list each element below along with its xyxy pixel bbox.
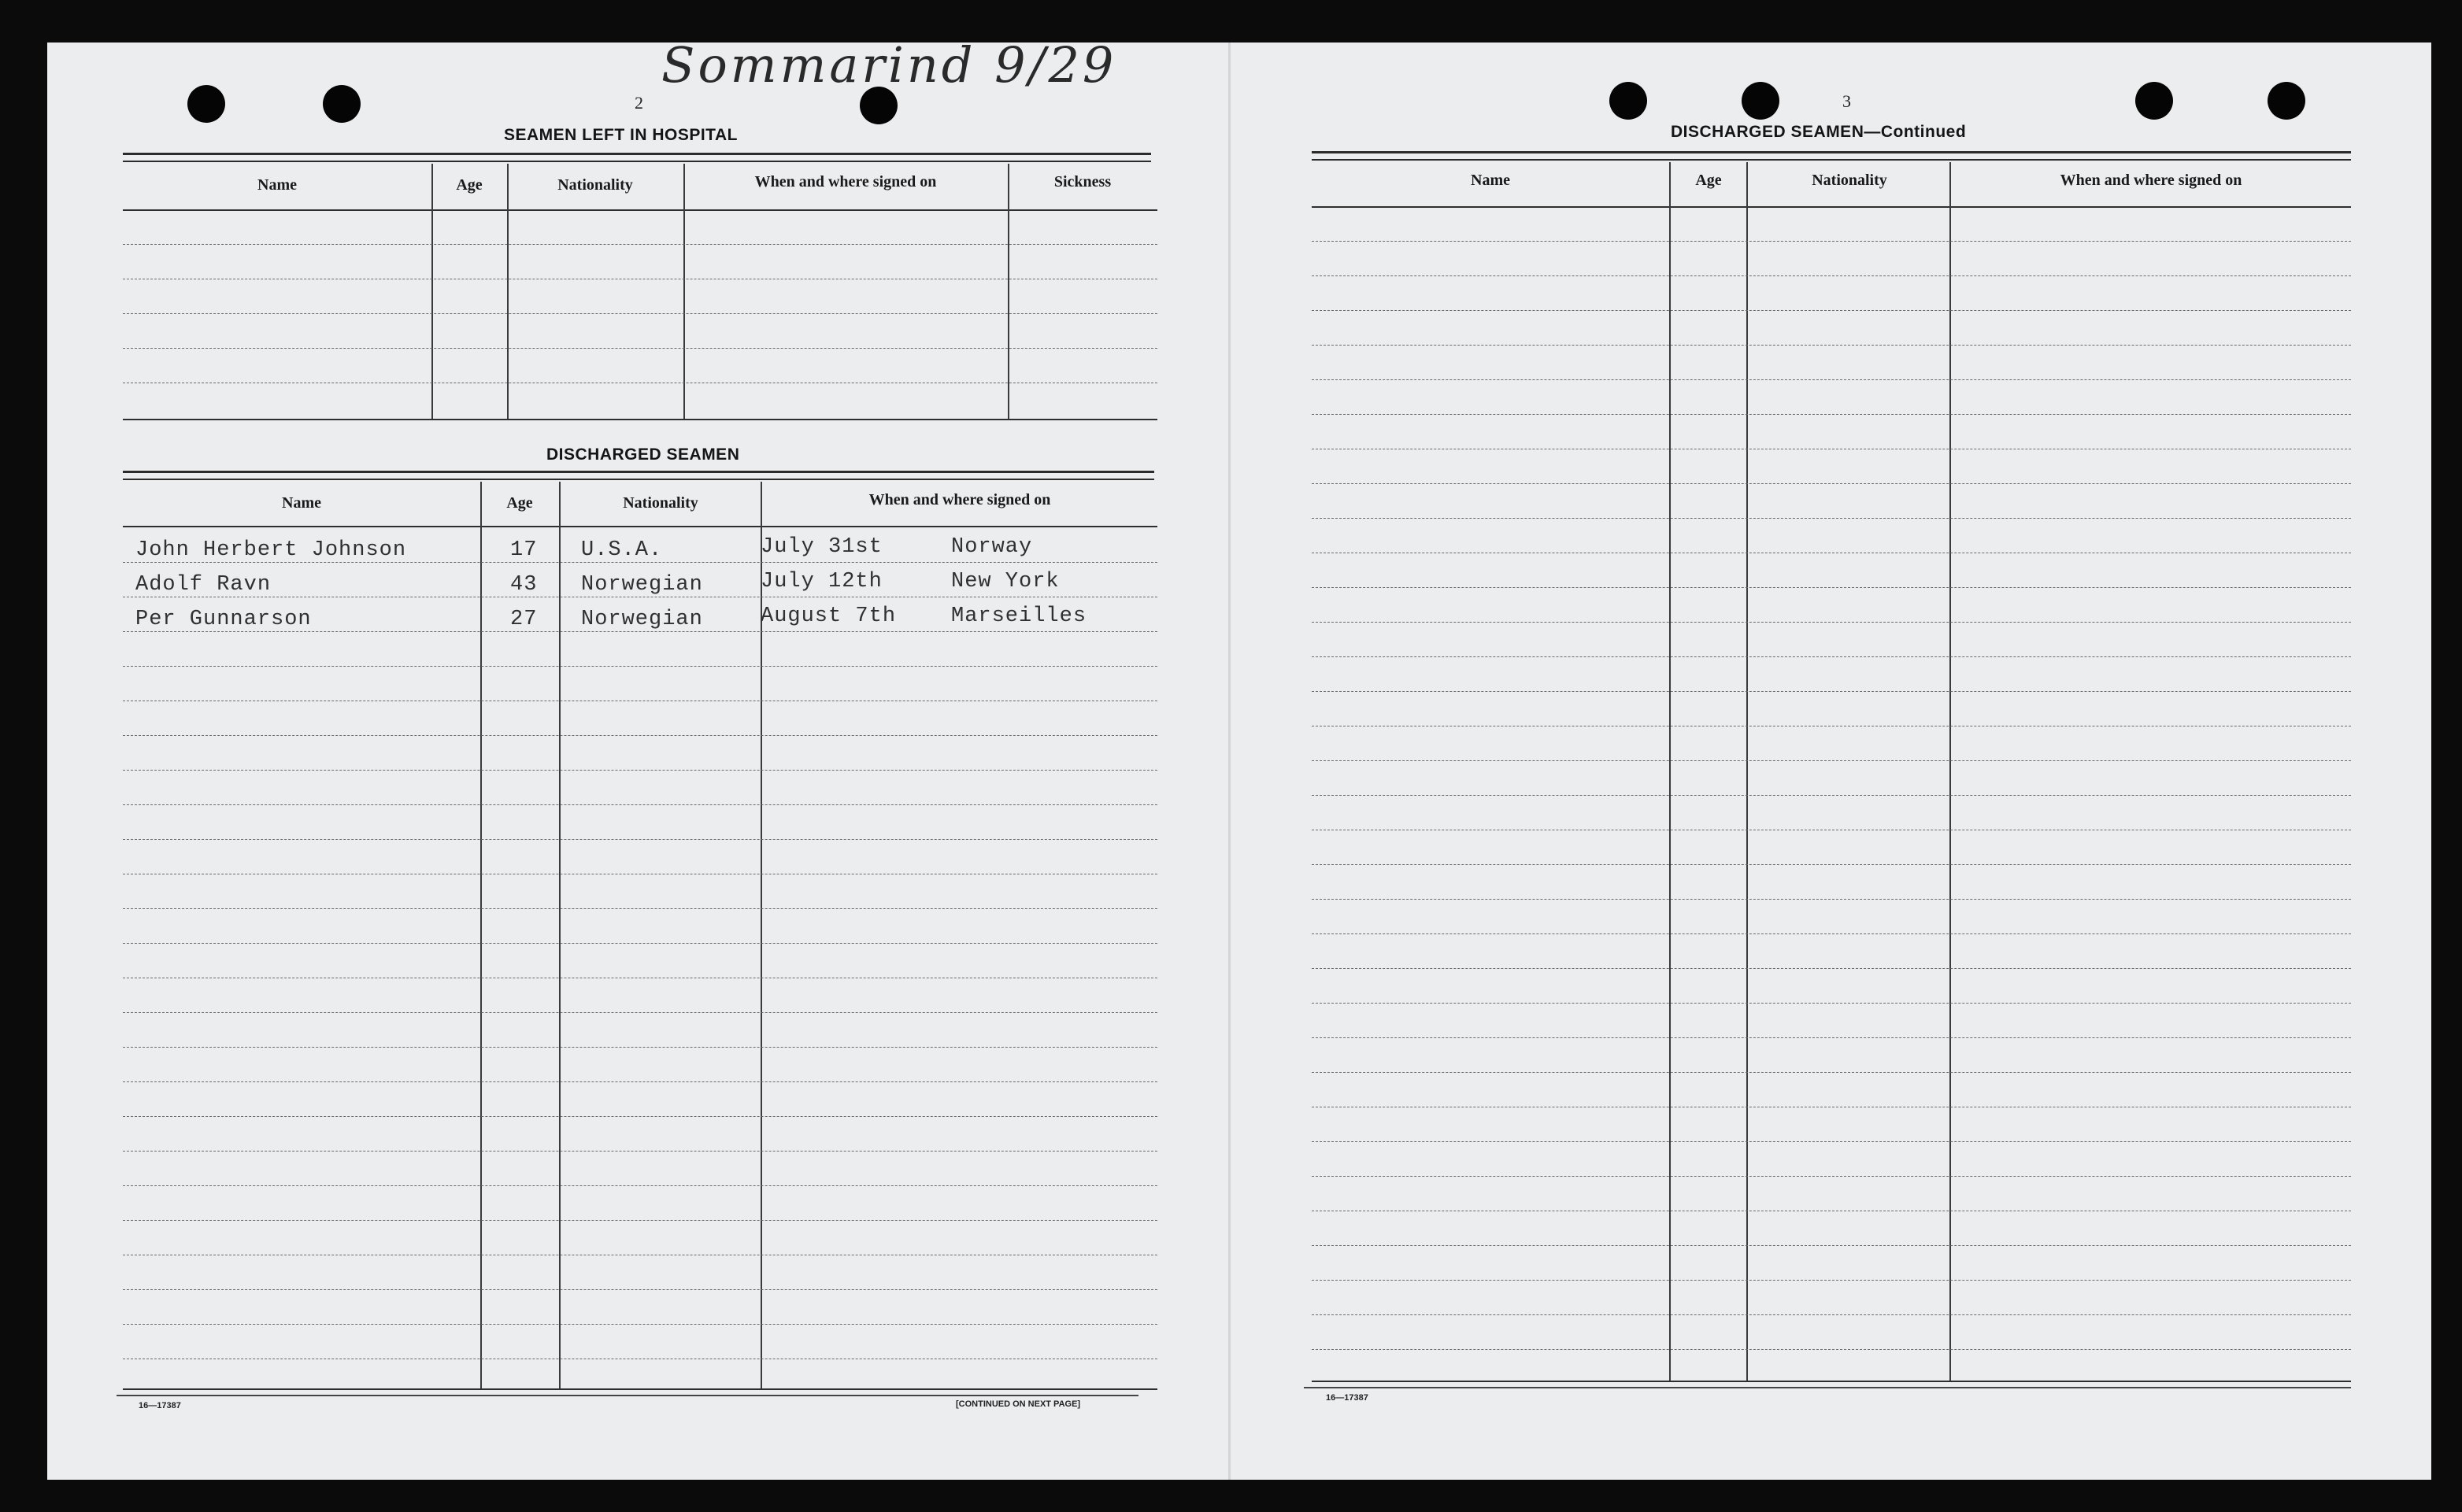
- seaman-age: 27: [510, 608, 538, 631]
- punch-hole: [323, 85, 361, 123]
- signed-on-place: New York: [951, 570, 1060, 593]
- punch-hole: [1609, 82, 1647, 120]
- seaman-nationality: Norwegian: [581, 608, 703, 631]
- hospital-col-signed-on: When and where signed on: [754, 173, 937, 190]
- page-fold: [1228, 43, 1231, 1480]
- signed-on-date: July 31st: [761, 535, 883, 559]
- form-number-left: 16—17387: [139, 1401, 181, 1410]
- right-section-title: DISCHARGED SEAMEN—Continued: [1671, 123, 1967, 141]
- punch-hole: [187, 85, 225, 123]
- seaman-name: Per Gunnarson: [135, 608, 312, 631]
- footer-rule: [117, 1395, 1138, 1396]
- continued-note: [CONTINUED ON NEXT PAGE]: [956, 1399, 1081, 1409]
- hospital-col-name: Name: [257, 176, 297, 194]
- discharged-col-name: Name: [282, 494, 321, 512]
- signed-on-place: Norway: [951, 535, 1033, 559]
- discharged-section-title: DISCHARGED SEAMEN: [546, 445, 740, 464]
- punch-hole: [1742, 82, 1779, 120]
- seaman-name: Adolf Ravn: [135, 573, 272, 597]
- seaman-age: 43: [510, 573, 538, 597]
- form-number-right: 16—17387: [1326, 1393, 1368, 1403]
- handwritten-annotation: Sommarind 9/29: [661, 36, 1117, 94]
- signed-on-date: July 12th: [761, 570, 883, 593]
- punch-hole: [2135, 82, 2173, 120]
- discharged-col-nationality: Nationality: [623, 494, 698, 512]
- document-sheet: [47, 43, 2431, 1480]
- signed-on-place: Marseilles: [951, 604, 1087, 628]
- signed-on-date: August 7th: [761, 604, 897, 628]
- page-number-left: 2: [635, 93, 643, 113]
- hospital-section-title: SEAMEN LEFT IN HOSPITAL: [504, 126, 738, 144]
- seaman-age: 17: [510, 538, 538, 562]
- cont-col-signed-on: When and where signed on: [2060, 172, 2242, 189]
- hospital-col-age: Age: [456, 176, 483, 194]
- seaman-nationality: Norwegian: [581, 573, 703, 597]
- footer-rule: [1304, 1387, 2351, 1388]
- cont-col-name: Name: [1471, 172, 1510, 189]
- page-number-right: 3: [1842, 91, 1851, 111]
- seaman-nationality: U.S.A.: [581, 538, 663, 562]
- hospital-col-sickness: Sickness: [1053, 173, 1112, 190]
- cont-col-age: Age: [1695, 172, 1722, 189]
- cont-col-nationality: Nationality: [1812, 172, 1887, 189]
- hospital-col-nationality: Nationality: [557, 176, 633, 194]
- seaman-name: John Herbert Johnson: [135, 538, 407, 562]
- punch-hole: [2268, 82, 2305, 120]
- discharged-col-signed-on: When and where signed on: [868, 491, 1051, 508]
- discharged-col-age: Age: [506, 494, 533, 512]
